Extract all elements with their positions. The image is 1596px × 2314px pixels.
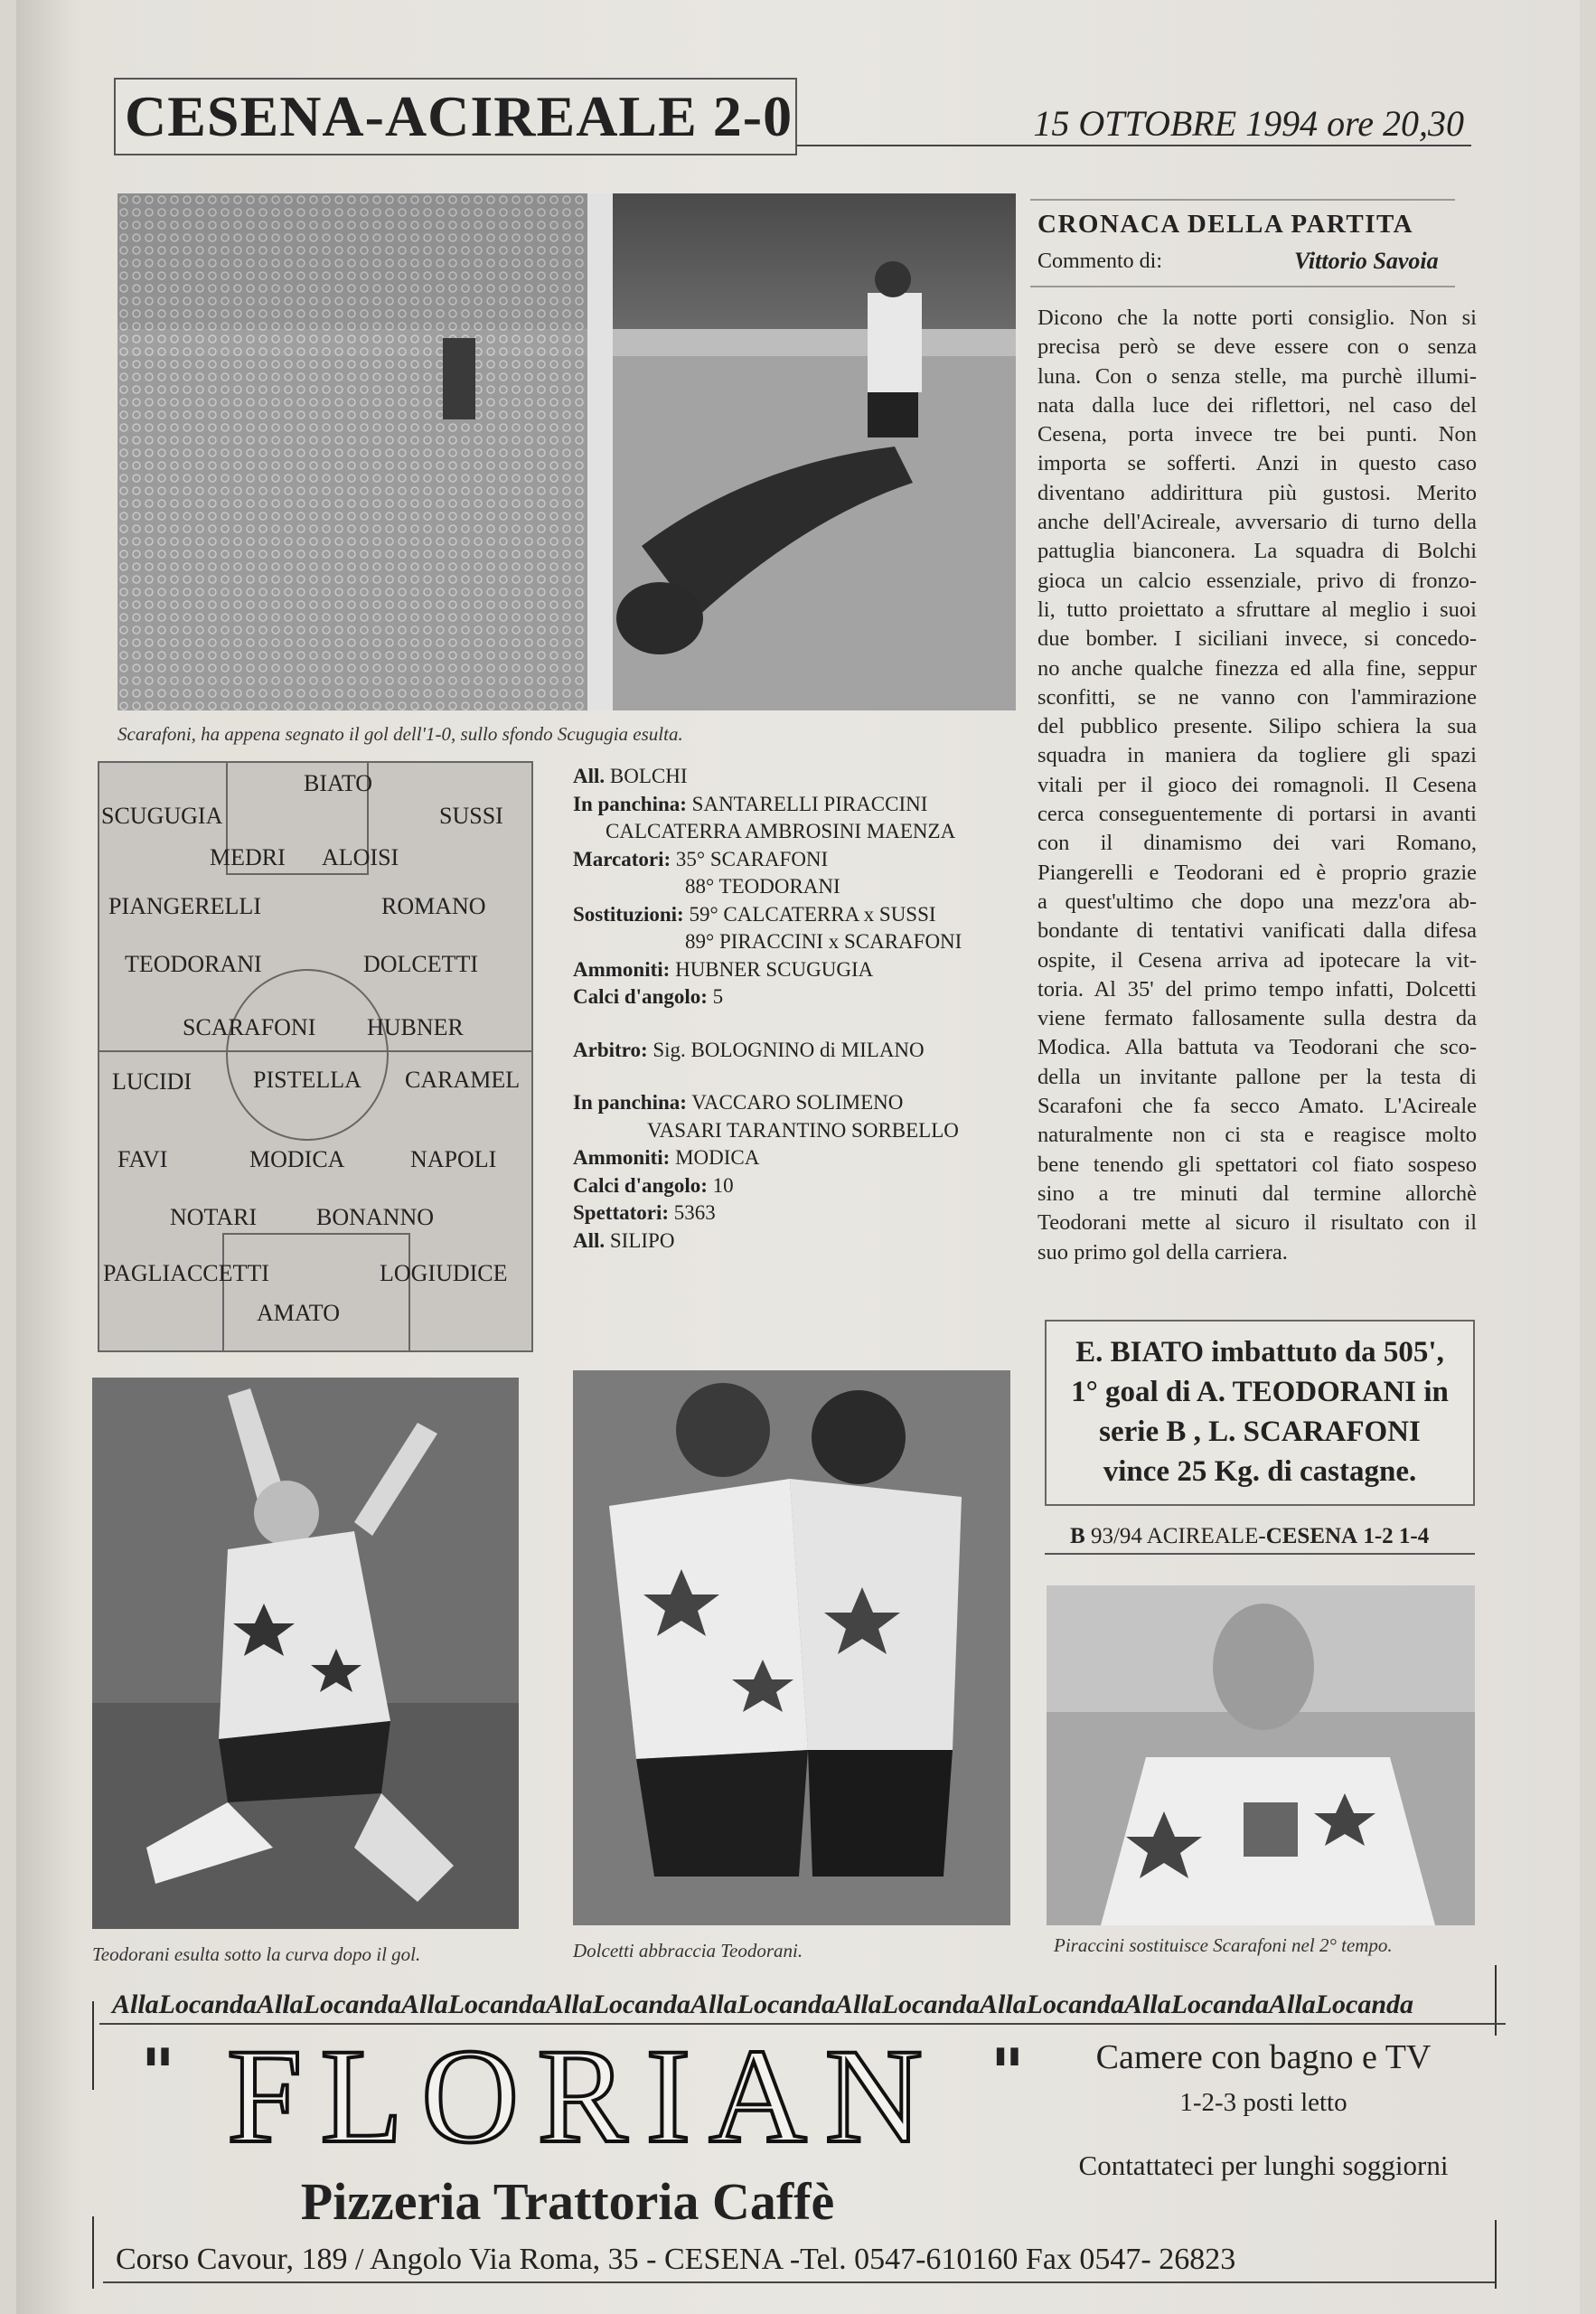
cronaca-line: Teodorani mette al sicuro il risultato con il: [1037, 1210, 1477, 1236]
cronaca-line: precisa però se deve essere con o senza: [1037, 334, 1477, 360]
ad-florian-name: FLORIAN: [226, 2021, 942, 2171]
match-date: 15 OTTOBRE 1994 ore 20,30: [797, 101, 1471, 146]
stats-gap: [573, 1064, 1025, 1089]
highlight-line-1: E. BIATO imbattuto da 505',: [1075, 1336, 1444, 1369]
ad-rooms: Camere con bagno e TV: [1095, 2038, 1432, 2076]
cronaca-line: nata dalla luce dei riflettori, nel caso del: [1037, 392, 1477, 418]
cronaca-line: viene fermato fallosamente sulla destra da: [1037, 1006, 1477, 1031]
magazine-page: [16, 0, 1580, 2314]
player-logiudice: LOGIUDICE: [380, 1260, 508, 1286]
acireale-bench-row-2: VASARI TARANTINO SORBELLO: [647, 1118, 959, 1142]
player-medri: MEDRI: [210, 844, 286, 870]
subs-row-2: 89° PIRACCINI x SCARAFONI: [685, 930, 962, 953]
spectators-row: Spettatori: 5363: [573, 1201, 716, 1224]
cronaca-mid-rule: [1030, 286, 1455, 287]
cronaca-line: con il dinamismo dei vari Romano,: [1037, 831, 1477, 856]
cronaca-line: naturalmente non ci sta e reagisce molto: [1037, 1123, 1477, 1148]
cesena-bench-row-2: CALCATERRA AMBROSINI MAENZA: [606, 820, 956, 842]
cronaca-line: gioca un calcio essenziale, privo di fronzo-: [1037, 568, 1477, 593]
cronaca-line: ospite, il Cesena arriva ad ipotecare la vit-: [1037, 947, 1477, 973]
cronaca-line: bondante di tentativi vanificati dalla difesa: [1037, 918, 1477, 944]
cronaca-line: importa se sofferti. Anzi in questo caso: [1037, 451, 1477, 476]
ad-banner: AllaLocandaAllaLocandaAllaLocandaAllaLocandaAllaLocandaAllaLocandaAllaLocandaAllaLocandaAllaLocanda: [99, 1985, 1506, 2025]
player-aloisi: ALOISI: [322, 844, 399, 870]
player-favi: FAVI: [117, 1146, 168, 1172]
cronaca-line: sconfitti, se ne vanno con l'ammirazione: [1037, 684, 1477, 710]
main-photo-caption: Scarafoni, ha appena segnato il gol dell'1-0, sullo sfondo Scugugia esulta.: [117, 723, 683, 745]
cesena-bench-row: In panchina: SANTARELLI PIRACCINI: [573, 792, 928, 815]
player-piangerelli: PIANGERELLI: [108, 893, 261, 919]
match-title: CESENA-ACIREALE 2-0: [114, 78, 797, 155]
previous-result: B 93/94 ACIREALE-CESENA 1-2 1-4: [1045, 1519, 1475, 1555]
ad-frame-bottom-left: [92, 2216, 94, 2289]
stats-gap: [573, 1011, 1025, 1037]
cronaca-body: [1037, 304, 1477, 1267]
highlight-line-2: 1° goal di A. TEODORANI in: [1071, 1376, 1449, 1408]
subs-row: Sostituzioni: 59° CALCATERRA x SUSSI: [573, 902, 936, 926]
cronaca-line: squadra in maniera da togliere gli spazi: [1037, 743, 1477, 768]
ad-quote-open: ": [141, 2034, 175, 2111]
cronaca-line: vitali per il gioco dei romagnoli. Il Cesena: [1037, 772, 1477, 797]
ad-frame-bottom-right: [1495, 2220, 1497, 2289]
cronaca-line: a quest'ultimo che dopo una mezz'ora ab-: [1037, 889, 1477, 914]
cronaca-line: suo primo gol della carriera.: [1037, 1239, 1288, 1265]
player-romano: ROMANO: [381, 893, 486, 919]
ad-contact: Contattateci per lunghi soggiorni: [1078, 2149, 1449, 2181]
ad-quote-close: ": [990, 2034, 1025, 2111]
bottom-penalty-box: [222, 1233, 410, 1352]
photo2-caption: Dolcetti abbraccia Teodorani.: [573, 1940, 803, 1961]
player-sussi: SUSSI: [439, 803, 503, 829]
player-biato: BIATO: [304, 770, 373, 796]
cronaca-line: pattuglia bianconera. La squadra di Bolchi: [1037, 539, 1477, 564]
cronaca-line: anche dell'Acireale, avversario di turno della: [1037, 510, 1477, 535]
cesena-booked-row: Ammoniti: HUBNER SCUGUGIA: [573, 957, 874, 981]
author-name: Vittorio Savoia: [1294, 248, 1439, 274]
player-bonanno: BONANNO: [316, 1204, 434, 1230]
player-notari: NOTARI: [170, 1204, 258, 1230]
scorers-row-2: 88° TEODORANI: [685, 875, 840, 898]
cronaca-line: diventano addirittura più gustosi. Merito: [1037, 480, 1477, 505]
highlight-line-4: vince 25 Kg. di castagne.: [1103, 1455, 1417, 1488]
photo1-caption: Teodorani esulta sotto la curva dopo il gol.: [92, 1943, 421, 1965]
cronaca-line: della un invitante pallone per la testa di: [1037, 1064, 1477, 1089]
player-pistella: PISTELLA: [253, 1067, 361, 1093]
cronaca-top-rule: [1030, 199, 1455, 201]
dolcetti-hug-photo: [573, 1370, 1010, 1925]
referee-row: Arbitro: Sig. BOLOGNINO di MILANO: [573, 1038, 925, 1061]
cronaca-line: Modica. Alla battuta va Teodorani che sco-: [1037, 1035, 1477, 1060]
player-lucidi: LUCIDI: [112, 1068, 192, 1095]
ad-subtitle: Pizzeria Trattoria Caffè: [300, 2172, 835, 2231]
ad-address: Corso Cavour, 189 / Angolo Via Roma, 35 - CESENA -Tel. 0547-610160 Fax 0547- 26823: [103, 2238, 1495, 2283]
cronaca-line: del pubblico presente. Silipo schiera la sua: [1037, 714, 1477, 739]
cronaca-line: no anche qualche finezza ed alla fine, seppur: [1037, 655, 1477, 681]
center-circle: [226, 969, 389, 1141]
player-amato: AMATO: [257, 1300, 340, 1326]
player-modica: MODICA: [249, 1146, 345, 1172]
cronaca-line: bene tenendo gli spettatori col fiato sospeso: [1037, 1152, 1477, 1177]
cesena-corners-row: Calci d'angolo: 5: [573, 985, 724, 1008]
cronaca-line: Cesena, porta invece tre bei punti. Non: [1037, 422, 1477, 447]
cronaca-line: cerca conseguentemente di portarsi in avanti: [1037, 802, 1477, 827]
player-teodorani: TEODORANI: [125, 951, 262, 977]
cronaca-line: Piangerelli e Teodorani ed è proprio grazie: [1037, 860, 1477, 885]
player-hubner: HUBNER: [367, 1014, 464, 1040]
ad-beds: 1-2-3 posti letto: [1179, 2088, 1347, 2117]
formation-field: [98, 761, 533, 1352]
piraccini-photo: [1047, 1585, 1475, 1925]
acireale-corners-row: Calci d'angolo: 10: [573, 1173, 734, 1197]
cesena-coach-row: All. BOLCHI: [573, 765, 688, 787]
cronaca-line: due bomber. I siciliani invece, si concedo-: [1037, 626, 1477, 652]
player-dolcetti: DOLCETTI: [363, 951, 479, 977]
main-goal-photo: [117, 193, 1016, 710]
player-scugugia: SCUGUGIA: [101, 803, 223, 829]
acireale-bench-row: In panchina: VACCARO SOLIMENO: [573, 1091, 904, 1114]
cronaca-line: luna. Con o senza stelle, ma purchè illumi-: [1037, 363, 1477, 389]
player-scarafoni: SCARAFONI: [183, 1014, 316, 1040]
acireale-coach-row: All. SILIPO: [573, 1228, 675, 1252]
player-pagliaccetti: PAGLIACCETTI: [103, 1260, 269, 1286]
acireale-booked-row: Ammoniti: MODICA: [573, 1146, 760, 1169]
cronaca-line: Dicono che la notte porti consiglio. Non si: [1037, 306, 1477, 330]
match-stats: [573, 763, 1025, 1255]
cronaca-line: sino a tre minuti dal termine allorchè: [1037, 1181, 1477, 1206]
teodorani-celebration-photo: [92, 1378, 519, 1929]
cronaca-line: toria. Al 35' del primo tempo infatti, Dolcetti: [1037, 976, 1477, 1002]
scorers-row: Marcatori: 35° SCARAFONI: [573, 847, 829, 870]
photo3-caption: Piraccini sostituisce Scarafoni nel 2° tempo.: [1054, 1934, 1393, 1956]
highlight-line-3: serie B , L. SCARAFONI: [1099, 1416, 1421, 1448]
player-caramel: CARAMEL: [405, 1067, 521, 1093]
cronaca-line: Scarafoni che fa secco Amato. L'Acireale: [1037, 1094, 1477, 1119]
ad-frame-left: [92, 2001, 94, 2090]
player-napoli: NAPOLI: [410, 1146, 497, 1172]
highlight-box: [1045, 1320, 1475, 1506]
commento-label: Commento di:: [1037, 249, 1162, 273]
cronaca-line: li, tutto proiettato a sfruttare al meglio i suoi: [1037, 597, 1477, 622]
cronaca-heading: CRONACA DELLA PARTITA: [1037, 210, 1414, 239]
